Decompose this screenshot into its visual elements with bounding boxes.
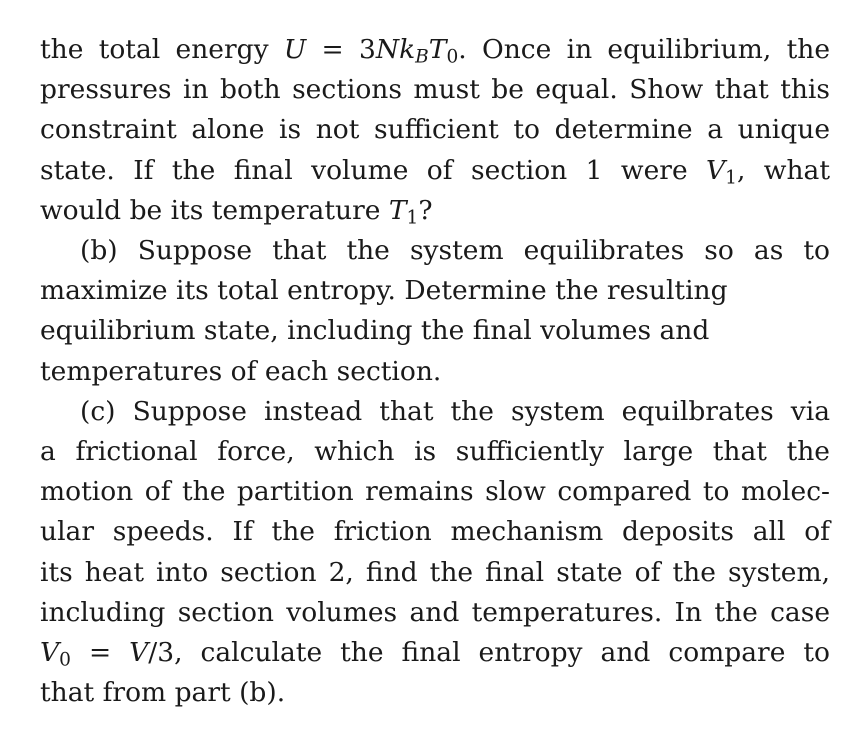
text-line: state. If the final volume of section 1 were $V_1$, what	[40, 154, 830, 189]
text-line: (c) Suppose instead that the system equilbrates via	[80, 395, 830, 427]
text-line: (b) Suppose that the system equilibrates so as to	[80, 235, 830, 267]
text-line: the total energy $U = 3Nk_BT_0$. Once in equilibrium, the	[40, 34, 830, 68]
text-line: $V_0 = V/3$, calculate the final entropy and compare to	[40, 637, 830, 671]
text-line: equilibrium state, including the final volumes and	[40, 315, 710, 347]
paragraph-part-a	[40, 30, 830, 231]
text-line: maximize its total entropy. Determine the resulting	[40, 275, 728, 307]
text-line: its heat into section 2, find the final state of the system,	[40, 556, 830, 588]
text-line: motion of the partition remains slow compared to molec-	[40, 476, 830, 508]
text-line: ular speeds. If the friction mechanism deposits all of	[40, 516, 830, 548]
text-line: constraint alone is not sufficient to determine a unique	[40, 114, 830, 146]
text-line: temperatures of each section.	[40, 355, 442, 387]
document-page	[40, 30, 830, 713]
text-line: a frictional force, which is sufficiently large that the	[40, 436, 830, 468]
paragraph-part-b	[40, 231, 830, 392]
paragraph-part-c	[40, 392, 830, 714]
text-line: pressures in both sections must be equal. Show that this	[40, 74, 830, 106]
text-line: would be its temperature $T_1$?	[40, 194, 433, 229]
text-line: that from part (b).	[40, 677, 286, 709]
text-line: including section volumes and temperatures. In the case	[40, 596, 830, 628]
